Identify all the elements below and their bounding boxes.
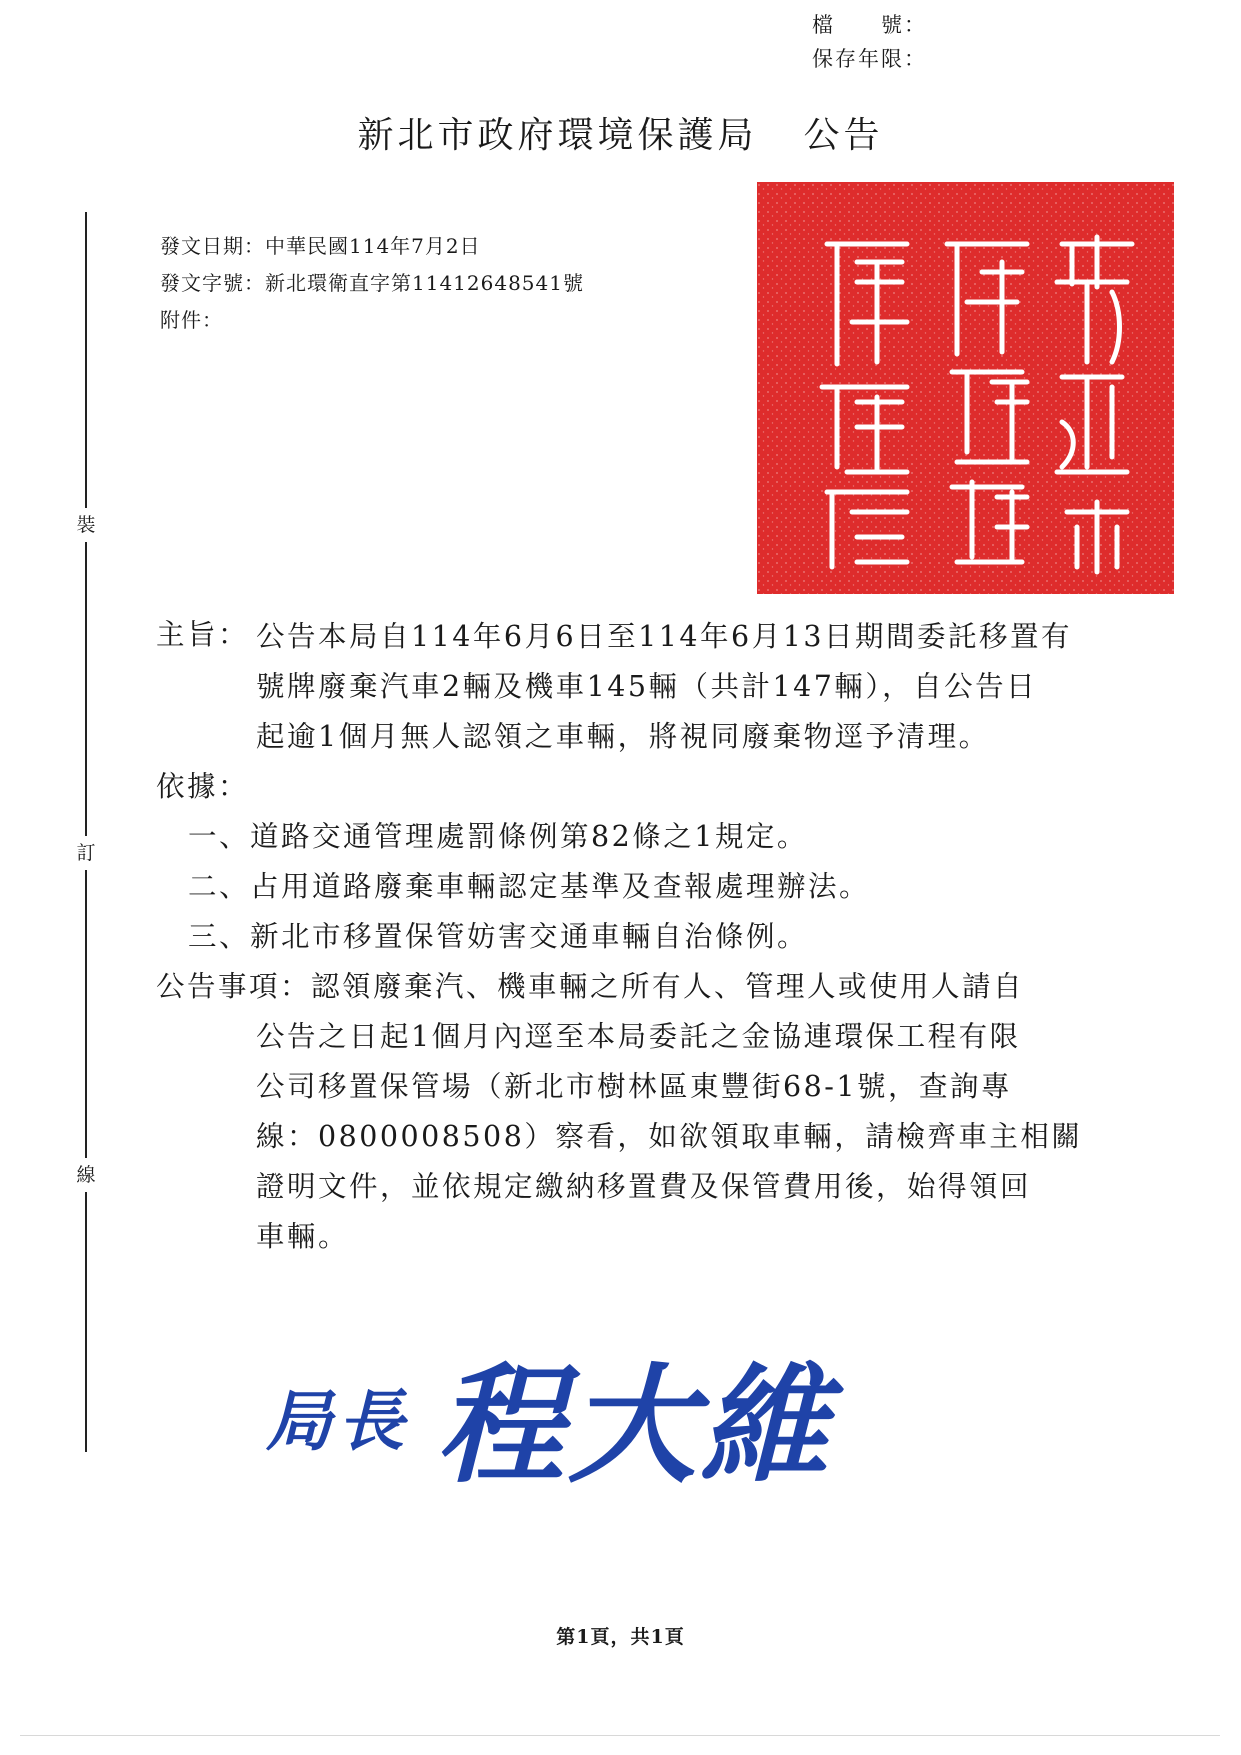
subject-line-2: 號牌廢棄汽車2輛及機車145輛（共計147輛），自公告日 (256, 670, 1038, 703)
page-number: 第1頁，共1頁 (556, 1626, 685, 1648)
signature-block (266, 1340, 833, 1501)
retention-period-field: 保存年限： (812, 47, 927, 71)
issue-date: 發文日期：中華民國114年7月2日 (160, 234, 481, 258)
notice-line-6: 車輛。 (256, 1220, 350, 1253)
file-meta (812, 8, 927, 76)
official-seal (757, 182, 1174, 594)
announcement-body (156, 612, 1106, 1262)
notice-line-5: 證明文件，並依規定繳納移置費及保管費用後，始得領回 (256, 1170, 1032, 1203)
subject-section (156, 612, 1106, 762)
notice-line-1: 公告事項：認領廢棄汽、機車輛之所有人、管理人或使用人請自 (156, 970, 1025, 1003)
basis-section (156, 762, 1106, 962)
notice-line-4: 線：0800008508）察看，如欲領取車輛，請檢齊車主相關 (256, 1120, 1083, 1153)
document-type: 公告 (803, 115, 884, 156)
signer-name: 程大維 (436, 1351, 833, 1501)
issue-info (160, 228, 584, 339)
agency-name: 新北市政府環境保護局 (357, 115, 758, 156)
basis-item-2: 二、占用道路廢棄車輛認定基準及查報處理辦法。 (188, 870, 871, 903)
signer-title: 局長 (266, 1381, 410, 1460)
seal-graphic (757, 182, 1174, 594)
notice-section (156, 962, 1106, 1262)
notice-line-3: 公司移置保管場（新北市樹林區東豐街68-1號，查詢專 (256, 1070, 1013, 1103)
document-title (0, 112, 1241, 160)
document-number: 發文字號：新北環衛直字第11412648541號 (160, 271, 584, 295)
binding-line (85, 212, 87, 1452)
basis-label: 依據： (156, 770, 250, 803)
subject-label: 主旨： (156, 618, 250, 651)
notice-line-2: 公告之日起1個月內逕至本局委託之金協連環保工程有限 (256, 1020, 1021, 1053)
binding-char-xian: 線 (73, 1158, 99, 1192)
basis-item-1: 一、道路交通管理處罰條例第82條之1規定。 (188, 820, 808, 853)
binding-char-ding: 訂 (73, 836, 99, 870)
subject-line-1: 公告本局自114年6月6日至114年6月13日期間委託移置有 (256, 620, 1072, 653)
bottom-divider (20, 1735, 1220, 1736)
subject-line-3: 起逾1個月無人認領之車輛，將視同廢棄物逕予清理。 (256, 720, 990, 753)
attachments: 附件： (160, 308, 223, 332)
notice-label: 公告事項： (156, 970, 312, 1003)
file-number-field: 檔 號： (812, 13, 927, 37)
basis-item-3: 三、新北市移置保管妨害交通車輛自治條例。 (188, 920, 809, 953)
binding-char-zhuang: 裝 (73, 508, 99, 542)
